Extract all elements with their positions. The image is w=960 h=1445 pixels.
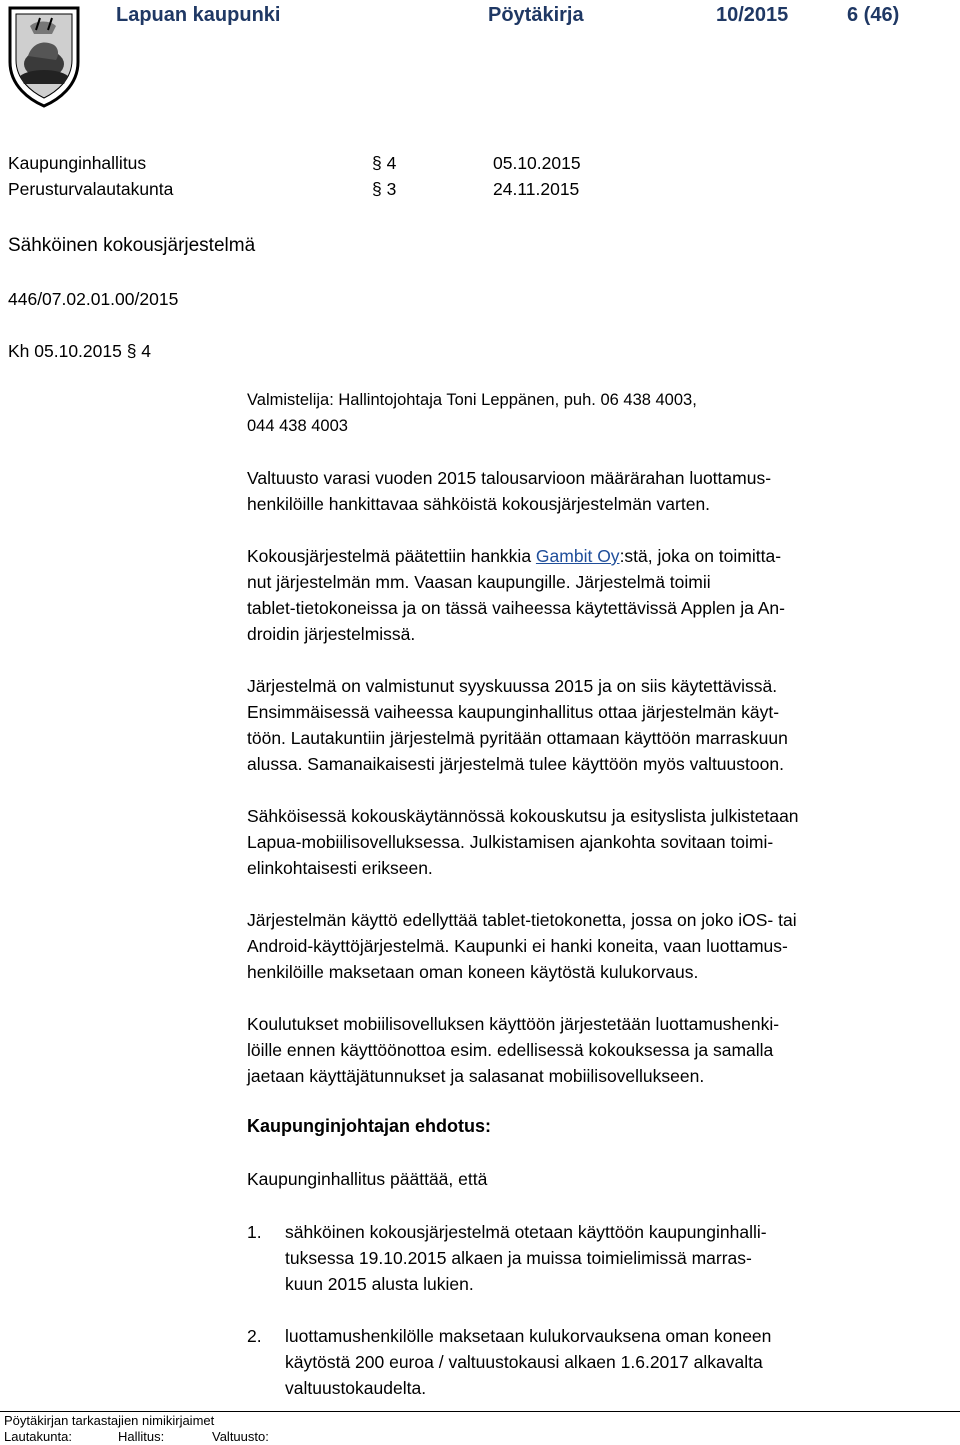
text-fragment: Kokousjärjestelmä päätettiin hankkia: [247, 546, 536, 566]
paragraph: [247, 907, 957, 985]
diary-number: 446/07.02.01.00/2015: [8, 289, 179, 309]
text-line: Järjestelmä on valmistunut syyskuussa 2015 ja on siis käytettävissä.: [247, 676, 778, 696]
text-line: sähköinen kokousjärjestelmä otetaan käyttöön kaupunginhalli-: [285, 1222, 767, 1242]
footer-title: Pöytäkirjan tarkastajien nimikirjaimet: [4, 1413, 215, 1428]
meeting-ref-body: Perusturvalautakunta: [8, 179, 174, 199]
text-line: tablet-tietokoneissa ja on tässä vaiheessa käytettävissä Applen ja An-: [247, 598, 785, 618]
paragraph: [247, 673, 957, 777]
text-line: tuksessa 19.10.2015 alkaen ja muissa toimielimissä marras-: [285, 1248, 752, 1268]
gambit-link[interactable]: Gambit Oy: [535, 546, 620, 566]
text-line: elinkohtaisesti erikseen.: [247, 858, 433, 878]
text-line: Ensimmäisessä vaiheessa kaupunginhallitus ottaa järjestelmän käyt-: [247, 702, 780, 722]
text-line: alussa. Samanaikaisesti järjestelmä tulee käyttöön myös valtuustoon.: [247, 754, 784, 774]
footer-valtuusto: Valtuusto:: [212, 1429, 269, 1444]
text-line: Koulutukset mobiilisovelluksen käyttöön järjestetään luottamushenki-: [247, 1014, 780, 1034]
list-item: [285, 1219, 955, 1297]
text-line: henkilöille hankittavaa sähköistä kokousjärjestelmän varten.: [247, 494, 711, 514]
meeting-ref-section: § 4: [372, 153, 397, 173]
text-line: Sähköisessä kokouskäytännössä kokouskutsu ja esityslista julkistetaan: [247, 806, 799, 826]
text-fragment: :stä, joka on toimitta-: [619, 546, 782, 566]
header-page: 6 (46): [847, 4, 900, 26]
meeting-ref-date: 24.11.2015: [493, 179, 580, 199]
text-line: valtuustokaudelta.: [285, 1378, 427, 1398]
paragraph: [247, 543, 957, 647]
text-line: käytöstä 200 euroa / valtuustokausi alkaen 1.6.2017 alkavalta: [285, 1352, 763, 1372]
list-item-number: 2.: [247, 1326, 262, 1346]
paragraph: [247, 803, 957, 881]
text-line: luottamushenkilölle maksetaan kulukorvauksena oman koneen: [285, 1326, 772, 1346]
page-title: Sähköinen kokousjärjestelmä: [8, 235, 256, 256]
text-line: jaetaan käyttäjätunnukset ja salasanat mobiilisovellukseen.: [247, 1066, 705, 1086]
paragraph: [247, 465, 957, 517]
meeting-ref-section: § 3: [372, 179, 397, 199]
header-number: 10/2015: [716, 4, 789, 26]
proposal-intro: Kaupunginhallitus päättää, että: [247, 1169, 488, 1189]
proposal-heading: Kaupunginjohtajan ehdotus:: [247, 1116, 491, 1136]
meeting-ref-body: Kaupunginhallitus: [8, 153, 147, 173]
list-item: [285, 1323, 955, 1401]
footer-lautakunta: Lautakunta:: [4, 1429, 72, 1444]
text-line: Valtuusto varasi vuoden 2015 talousarvioon määrärahan luottamus-: [247, 468, 772, 488]
text-line: henkilöille maksetaan oman koneen käytöstä kulukorvaus.: [247, 962, 699, 982]
text-line: nut järjestelmän mm. Vaasan kaupungille. Järjestelmä toimii: [247, 572, 711, 592]
kh-reference: Kh 05.10.2015 § 4: [8, 341, 152, 361]
text-line: löille ennen käyttöönottoa esim. edellisessä kokouksessa ja samalla: [247, 1040, 774, 1060]
list-item-number: 1.: [247, 1222, 262, 1242]
text-line: Android-käyttöjärjestelmä. Kaupunki ei hanki koneita, vaan luottamus-: [247, 936, 788, 956]
coat-of-arms-icon: [6, 4, 82, 108]
text-line: [247, 543, 957, 569]
text-line: Järjestelmän käyttö edellyttää tablet-tietokonetta, jossa on joko iOS- tai: [247, 910, 797, 930]
header-org: Lapuan kaupunki: [116, 4, 281, 26]
preparer-block: [247, 387, 957, 439]
text-line: Lapua-mobiilisovelluksessa. Julkistamisen ajankohta sovitaan toimi-: [247, 832, 774, 852]
header-doc-type: Pöytäkirja: [488, 4, 584, 26]
text-line: droidin järjestelmissä.: [247, 624, 416, 644]
preparer-line: 044 438 4003: [247, 417, 348, 435]
text-line: töön. Lautakuntiin järjestelmä pyritään ottamaan käyttöön marraskuun: [247, 728, 788, 748]
footer-divider: [0, 1411, 960, 1412]
text-line: kuun 2015 alusta lukien.: [285, 1274, 474, 1294]
paragraph: [247, 1011, 957, 1089]
meeting-ref-date: 05.10.2015: [493, 153, 581, 173]
footer-hallitus: Hallitus:: [118, 1429, 165, 1444]
preparer-line: Valmistelija: Hallintojohtaja Toni Leppänen, puh. 06 438 4003,: [247, 391, 697, 409]
